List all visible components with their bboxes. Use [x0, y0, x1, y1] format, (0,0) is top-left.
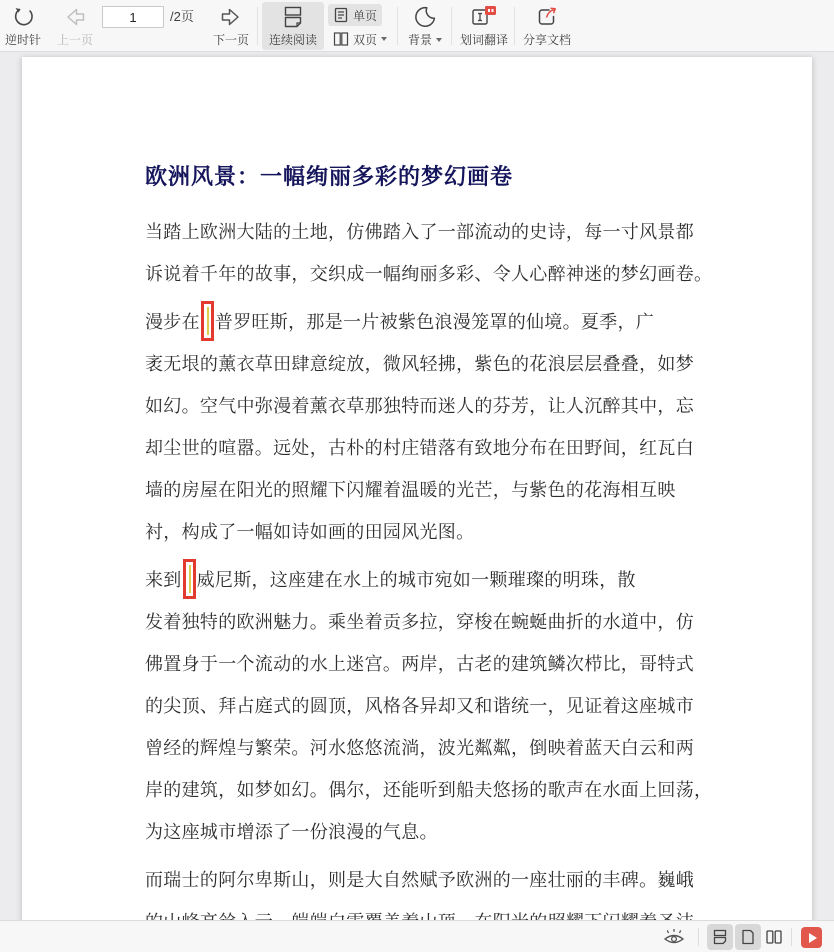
- doc-title: 欧洲风景：一幅绚丽多彩的梦幻画卷: [145, 164, 514, 189]
- rotate-ccw-button[interactable]: [2, 5, 44, 48]
- document-canvas[interactable]: [0, 52, 834, 920]
- prev-page-button[interactable]: [52, 5, 98, 48]
- statusbar-divider: [698, 928, 699, 946]
- share-doc-button[interactable]: [518, 5, 576, 48]
- toolbar-divider: [514, 7, 515, 45]
- play-icon: [809, 933, 817, 943]
- paragraph: [145, 301, 705, 553]
- document-text: [145, 160, 713, 949]
- double-page-label: 双页: [353, 32, 378, 47]
- bottom-status-bar: [0, 920, 834, 952]
- continuous-read-label: 连续阅读: [268, 33, 317, 47]
- text-line: 墙的房屋在阳光的照耀下闪耀着温暖的光芒，与紫色的花海相互映: [145, 480, 676, 500]
- paragraph: [145, 559, 713, 853]
- continuous-read-button[interactable]: [262, 2, 324, 50]
- moon-icon: [413, 5, 437, 29]
- continuous-read-icon: [281, 5, 305, 29]
- prev-page-label: 上一页: [56, 33, 93, 47]
- page-number-input[interactable]: [102, 6, 164, 28]
- single-page-label: 单页: [353, 8, 378, 23]
- document-body: [145, 211, 713, 943]
- text-line: 来到 威尼斯，这座建在水上的城市宛如一颗璀璨的明珠，散: [145, 559, 705, 601]
- word-translate-button[interactable]: [455, 5, 513, 48]
- next-page-label: 下一页: [212, 33, 249, 47]
- continuous-scroll-icon: [712, 929, 728, 945]
- dropdown-caret-icon: [436, 38, 442, 42]
- double-page-view-icon: [765, 929, 783, 945]
- single-page-icon: [333, 7, 349, 23]
- rotate-ccw-icon: [11, 5, 35, 29]
- text-line: 的尖顶、拜占庭式的圆顶，风格各异却又和谐统一，见证着这座城市: [145, 696, 694, 716]
- share-icon: [535, 5, 559, 29]
- arrow-left-icon: [63, 5, 87, 29]
- eye-protection-icon: [662, 927, 686, 947]
- text-line: 而瑞士的阿尔卑斯山，则是大自然赋予欧洲的一座壮丽的丰碑。巍峨: [145, 870, 694, 890]
- text-line: 岸的建筑，如梦如幻。偶尔，还能听到船夫悠扬的歌声在水面上回荡，: [145, 780, 713, 800]
- background-label-wrap: [408, 31, 442, 48]
- double-page-view-button[interactable]: [761, 924, 787, 950]
- arrow-right-icon: [219, 5, 243, 29]
- toolbar-divider: [451, 7, 452, 45]
- text-line: 如幻。空气中弥漫着薰衣草那独特而迷人的芬芳，让人沉醉其中，忘: [145, 396, 694, 416]
- text-line: 袤无垠的薰衣草田肆意绽放，微风轻拂，紫色的花浪层层叠叠，如梦: [145, 354, 694, 374]
- share-doc-label: 分享文档: [522, 33, 571, 47]
- eye-protection-button[interactable]: [660, 926, 688, 948]
- red-annotation-marker: [201, 301, 214, 341]
- text-line: 却尘世的喧嚣。远处，古朴的村庄错落有致地分布在田野间，红瓦白: [145, 438, 694, 458]
- double-page-icon: [333, 31, 349, 47]
- background-button[interactable]: [402, 5, 448, 48]
- dropdown-caret-icon: [381, 37, 387, 41]
- text-line: 诉说着千年的故事，交织成一幅绚丽多彩、令人心醉神迷的梦幻画卷。: [145, 264, 713, 284]
- single-page-button[interactable]: [328, 4, 382, 26]
- toolbar-divider: [257, 7, 258, 45]
- top-toolbar: [0, 0, 834, 52]
- text-line: 为这座城市增添了一份浪漫的气息。: [145, 822, 438, 842]
- page-total-label: /2页: [170, 9, 194, 24]
- text-caret: [207, 307, 209, 335]
- text-line: 当踏上欧洲大陆的土地，仿佛踏入了一部流动的史诗，每一寸风景都: [145, 222, 694, 242]
- double-page-button[interactable]: [328, 28, 392, 50]
- single-page-view-button[interactable]: [735, 924, 761, 950]
- text-caret: [189, 565, 191, 593]
- toolbar-divider: [397, 7, 398, 45]
- paragraph: [145, 211, 713, 295]
- red-annotation-marker: [183, 559, 196, 599]
- next-page-button[interactable]: [208, 5, 254, 48]
- single-page-view-icon: [740, 929, 756, 945]
- rotate-ccw-label: 逆时针: [4, 33, 41, 47]
- text-line: 衬，构成了一幅如诗如画的田园风光图。: [145, 522, 475, 542]
- text-line: 佛置身于一个流动的水上迷宫。两岸，古老的建筑鳞次栉比，哥特式: [145, 654, 694, 674]
- statusbar-divider: [791, 928, 792, 946]
- play-button[interactable]: [801, 927, 822, 948]
- word-translate-icon: [471, 5, 497, 29]
- continuous-scroll-view-button[interactable]: [707, 924, 733, 950]
- text-line: 漫步在 普罗旺斯，那是一片被紫色浪漫笼罩的仙境。夏季，广: [145, 301, 705, 343]
- background-label: 背景: [407, 33, 432, 47]
- pdf-page: [22, 57, 812, 937]
- text-line: 曾经的辉煌与繁荣。河水悠悠流淌，波光粼粼，倒映着蓝天白云和两: [145, 738, 694, 758]
- word-translate-label: 划词翻译: [459, 33, 508, 47]
- text-line: 发着独特的欧洲魅力。乘坐着贡多拉，穿梭在蜿蜒曲折的水道中，仿: [145, 612, 694, 632]
